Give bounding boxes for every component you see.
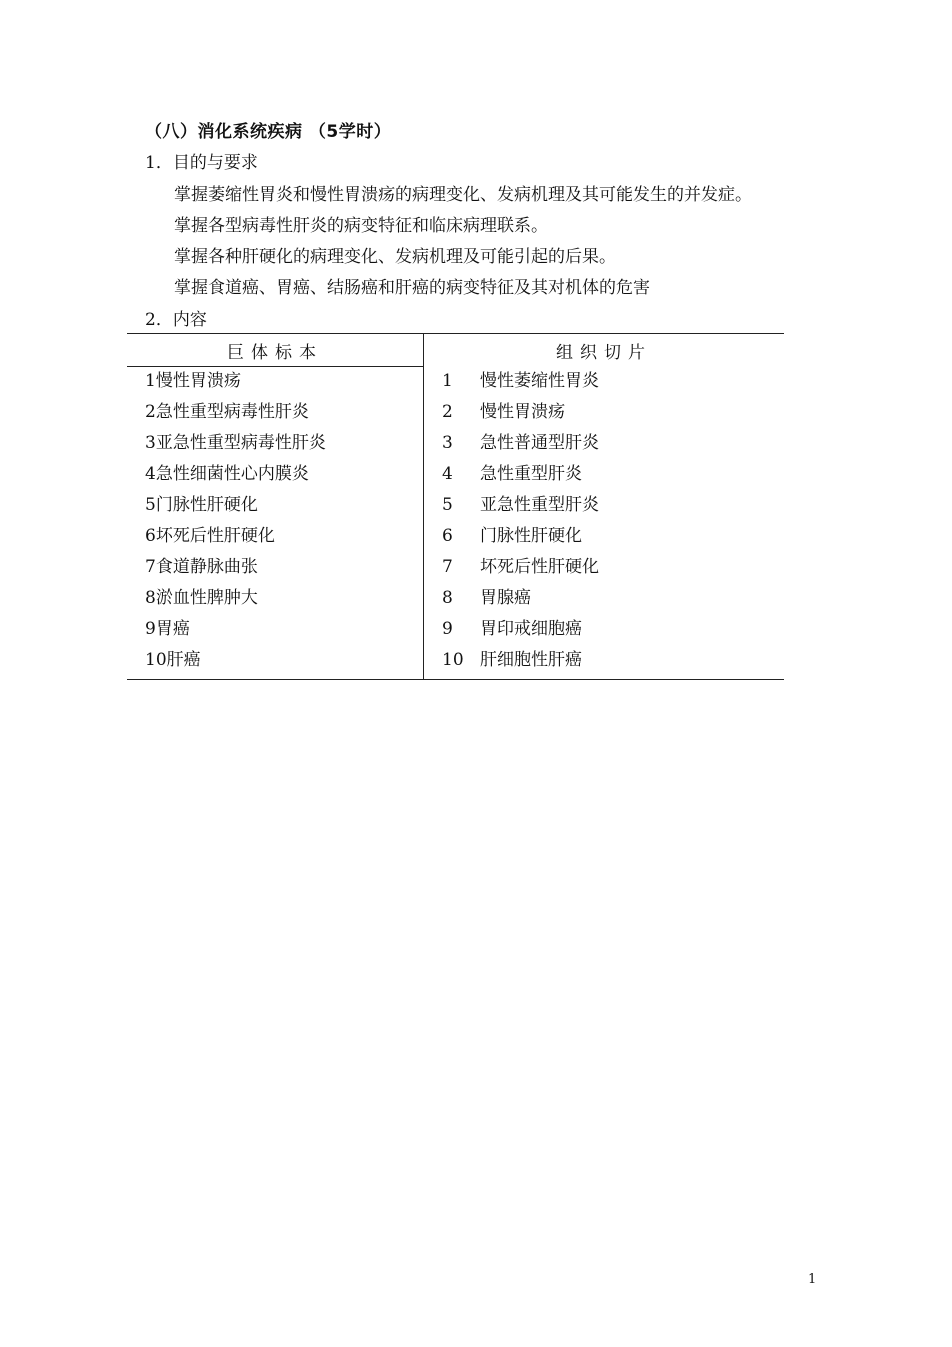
- item-text: 胃印戒细胞癌: [480, 619, 582, 639]
- objective-item: 掌握各种肝硬化的病理变化、发病机理及可能引起的后果。: [174, 247, 616, 267]
- tissue-section-item: [442, 490, 599, 521]
- item-number: 5: [442, 495, 453, 515]
- item-number: 3: [442, 433, 453, 453]
- page-number: 1: [808, 1272, 817, 1287]
- item-text: 急性普通型肝炎: [480, 433, 599, 453]
- tissue-section-item: [442, 459, 582, 490]
- gross-specimen-item: 8淤血性脾肿大: [145, 588, 258, 608]
- tissue-section-item: [442, 645, 582, 676]
- tissue-section-item: [442, 614, 582, 645]
- subheading-content: 2．内容: [145, 310, 207, 330]
- item-number: 7: [442, 557, 453, 577]
- header-gross-specimens: 巨体标本: [227, 343, 323, 363]
- objective-item: 掌握萎缩性胃炎和慢性胃溃疡的病理变化、发病机理及其可能发生的并发症。: [174, 185, 752, 205]
- tissue-section-item: [442, 397, 565, 428]
- item-text: 急性重型肝炎: [480, 464, 582, 484]
- gross-specimen-item: 5门脉性肝硬化: [145, 495, 258, 515]
- item-text: 胃腺癌: [480, 588, 531, 608]
- item-number: 8: [442, 588, 453, 608]
- item-number: 4: [442, 464, 453, 484]
- objective-item: 掌握各型病毒性肝炎的病变特征和临床病理联系。: [174, 216, 548, 236]
- tissue-section-item: [442, 428, 599, 459]
- column-divider: [423, 334, 424, 679]
- section-title: （八）消化系统疾病 （5学时）: [145, 122, 392, 142]
- item-number: 2: [442, 402, 453, 422]
- gross-specimen-item: 2急性重型病毒性肝炎: [145, 402, 309, 422]
- item-text: 慢性胃溃疡: [480, 402, 565, 422]
- gross-specimen-item: 9胃癌: [145, 619, 190, 639]
- tissue-section-item: [442, 366, 599, 397]
- item-number: 10: [442, 650, 464, 670]
- item-text: 坏死后性肝硬化: [480, 557, 599, 577]
- gross-specimen-item: 7食道静脉曲张: [145, 557, 258, 577]
- header-tissue-sections: 组织切片: [556, 343, 652, 363]
- tissue-section-item: [442, 521, 582, 552]
- gross-specimen-item: 6坏死后性肝硬化: [145, 526, 275, 546]
- gross-specimen-item: 1慢性胃溃疡: [145, 371, 241, 391]
- item-number: 1: [442, 371, 453, 391]
- gross-specimen-item: 4急性细菌性心内膜炎: [145, 464, 309, 484]
- item-text: 亚急性重型肝炎: [480, 495, 599, 515]
- subheading-objectives: 1．目的与要求: [145, 153, 258, 173]
- tissue-section-item: [442, 552, 599, 583]
- gross-specimen-item: 10肝癌: [145, 650, 201, 670]
- objective-item: 掌握食道癌、胃癌、结肠癌和肝癌的病变特征及其对机体的危害: [174, 278, 650, 298]
- item-text: 门脉性肝硬化: [480, 526, 582, 546]
- tissue-section-item: [442, 583, 531, 614]
- item-text: 慢性萎缩性胃炎: [480, 371, 599, 391]
- item-text: 肝细胞性肝癌: [480, 650, 582, 670]
- item-number: 6: [442, 526, 453, 546]
- item-number: 9: [442, 619, 453, 639]
- content-table: [127, 333, 784, 680]
- gross-specimen-item: 3亚急性重型病毒性肝炎: [145, 433, 326, 453]
